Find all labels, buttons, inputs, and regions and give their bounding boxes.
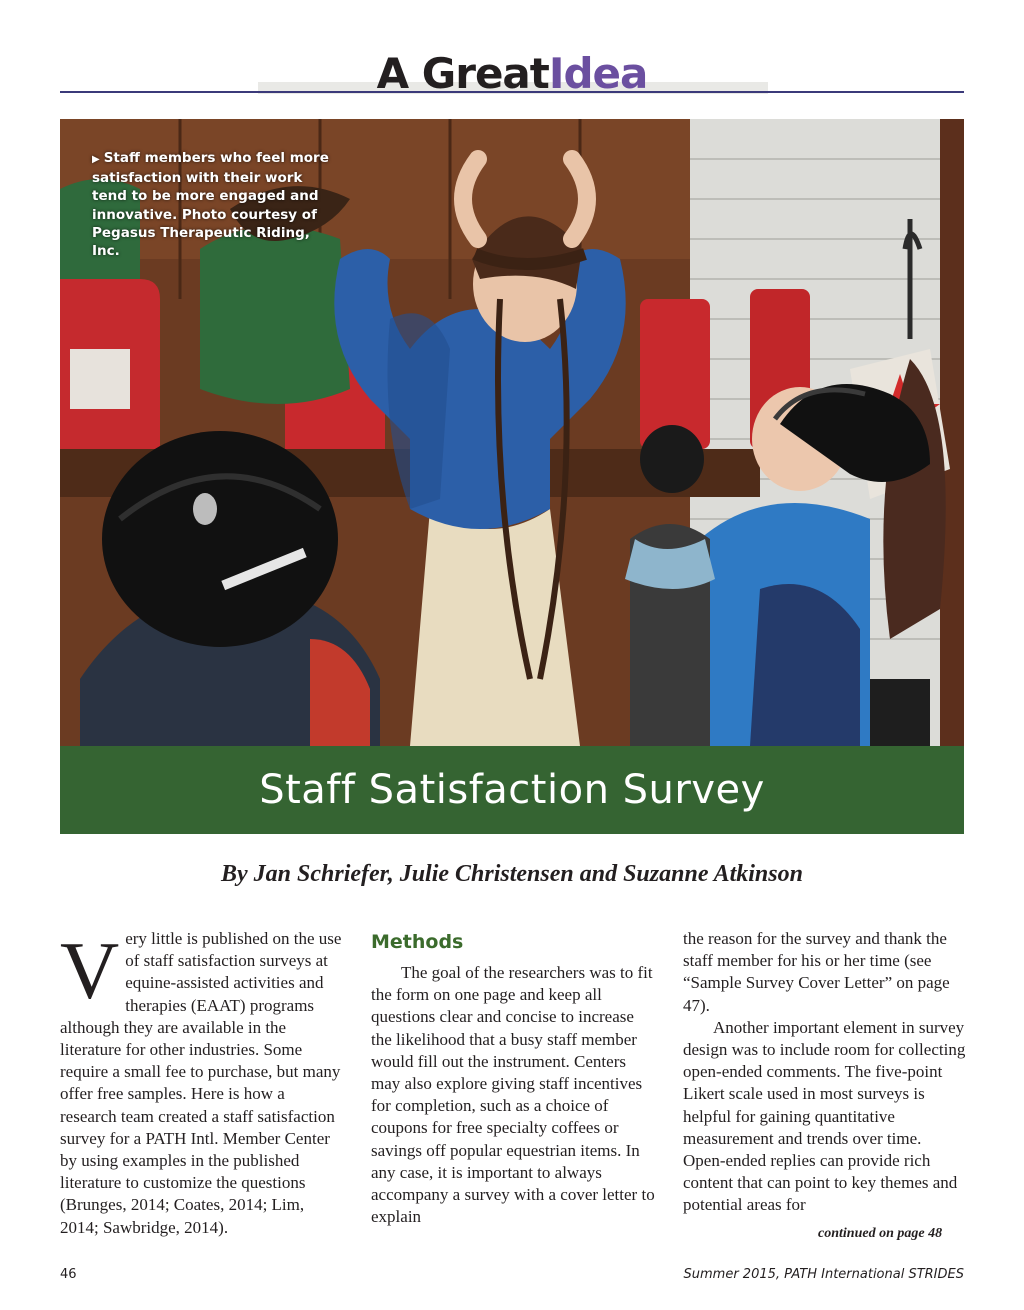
section-title-part2: Idea (548, 49, 648, 98)
column-2 (371, 928, 656, 1228)
methods-heading: Methods (371, 931, 464, 953)
page-header (0, 0, 1024, 100)
caption-arrow-icon: ▶ (92, 154, 100, 165)
intro-paragraph (60, 925, 345, 1239)
section-title-part1: A Great (376, 49, 549, 98)
title-band (60, 746, 964, 834)
article-title: Staff Satisfaction Survey (259, 767, 765, 813)
page-number: 46 (60, 1267, 77, 1282)
continued-note: continued on page 48 (818, 1226, 943, 1241)
intro-text: ery little is published on the use of staff satisfaction surveys at equine-assisted activities and therapies (EAAT) programs although they are available in the literature for other industries. Some require a small fee to purchase, but many offer free samples. Here is how a research team created a staff satisfaction survey for a PATH Intl. Member Center by using examples in the published literature to customize the questions (Brunges, 2014; Coates, 2014; Lim, 2014; Sawbridge, 2014). (60, 929, 342, 1237)
section-title (0, 50, 1024, 98)
col3-paragraph-2: Another important element in survey design was to include room for collecting open-ended comments. The five-point Likert scale used in most surveys is helpful for gaining quantitative measurement and trends over time. Open-ended replies can provide rich content that can point to key themes and potential areas for (683, 1017, 966, 1215)
column-3 (683, 928, 968, 1217)
photo-caption (92, 149, 332, 260)
article-byline: By Jan Schriefer, Julie Christensen and Suzanne Atkinson (221, 861, 803, 887)
article-photo (60, 119, 964, 746)
publication-info: Summer 2015, PATH International STRIDES (683, 1267, 964, 1282)
photo-caption-text: Staff members who feel more satisfaction with their work tend to be more engaged and innovative. Photo courtesy of Pegasus Therapeutic Riding, Inc. (92, 150, 329, 260)
drop-cap: V (60, 925, 120, 1016)
col3-paragraph-1: the reason for the survey and thank the staff member for his or her time (see “Sample Survey Cover Letter” on page 47). (683, 929, 950, 1015)
column-1 (60, 925, 345, 1239)
methods-paragraph: The goal of the researchers was to fit the form on one page and keep all questions clear and concise to increase the likelihood that a busy staff member would fill out the instrument. Centers may also explore giving staff incentives for completion, such as a choice of coupons for free specialty coffees or savings off popular equestrian items. In any case, it is important to always accompany a survey with a cover letter to explain (371, 963, 655, 1227)
